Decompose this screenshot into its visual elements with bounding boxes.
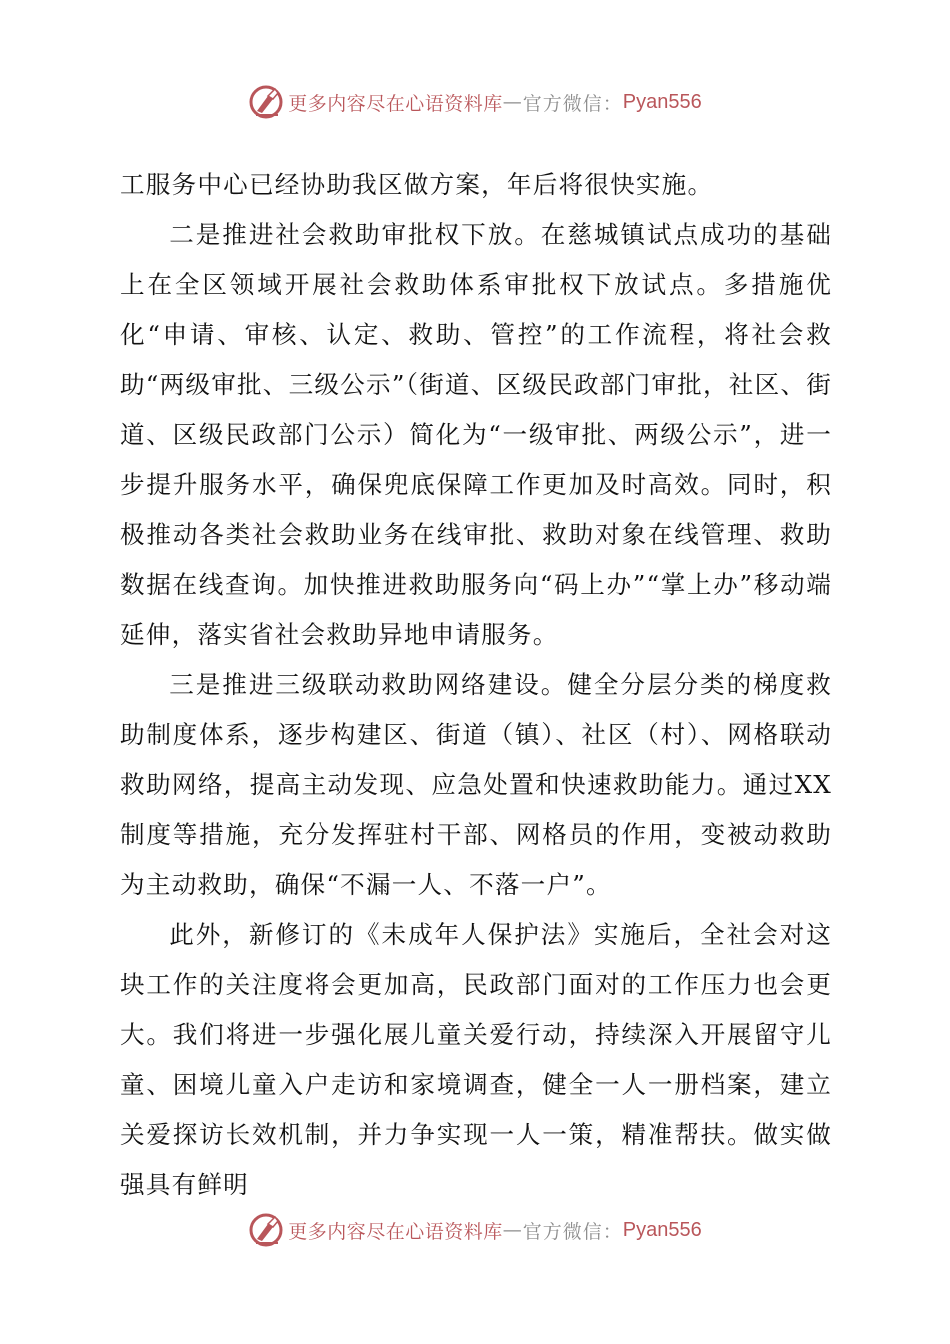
header-banner-wechat-id: Pyan556 [622, 90, 702, 113]
paragraph-3: 三是推进三级联动救助网络建设。健全分层分类的梯度救助制度体系，逐步构建区、街道（镇）、社区（村）、网格联动救助网络，提高主动发现、应急处置和快速救助能力。通过XX制度等措施，充分发挥驻村干部、网格员的作用，变被动救助为主动救助，确保“不漏一人、不落一户”。 [120, 670, 832, 899]
page-footer-banner [0, 1210, 950, 1250]
footer-banner-dash: — [502, 1219, 523, 1241]
paragraph-2: 二是推进社会救助审批权下放。在慈城镇试点成功的基础上在全区领域开展社会救助体系审批权下放试点。多措施优化“申请、审核、认定、救助、管控”的工作流程，将社会救助“两级审批、三级公示”（街道、区级民政部门审批，社区、街道、区级民政部门公示）简化为“一级审批、两级公示”，进一步提升服务水平，确保兜底保障工作更加及时高效。同时，积极推动各类社会救助业务在线审批、救助对象在线管理、救助数据在线查询。加快推进救助服务向“码上办”“掌上办”移动端延伸，落实省社会救助异地申请服务。 [120, 220, 832, 649]
paragraph-1: 工服务中心已经协助我区做方案，年后将很快实施。 [120, 170, 714, 199]
pen-nib-logo-icon [248, 1212, 284, 1248]
header-banner-dash: — [502, 91, 523, 113]
header-banner-title: 更多内容尽在心语资料库 [288, 92, 503, 115]
footer-banner-title: 更多内容尽在心语资料库 [288, 1220, 503, 1243]
header-banner-wechat-label: 官方微信： [522, 92, 623, 115]
document-body [120, 160, 832, 1210]
page-header-banner [0, 82, 950, 122]
footer-banner-wechat-id: Pyan556 [622, 1218, 702, 1241]
pen-nib-logo-icon [248, 84, 284, 120]
footer-banner-wechat-label: 官方微信： [522, 1220, 623, 1243]
paragraph-4: 此外，新修订的《未成年人保护法》实施后，全社会对这块工作的关注度将会更加高，民政部门面对的工作压力也会更大。我们将进一步强化展儿童关爱行动，持续深入开展留守儿童、困境儿童入户走访和家境调查，健全一人一册档案，建立关爱探访长效机制，并力争实现一人一策，精准帮扶。做实做强具有鲜明 [120, 920, 832, 1199]
